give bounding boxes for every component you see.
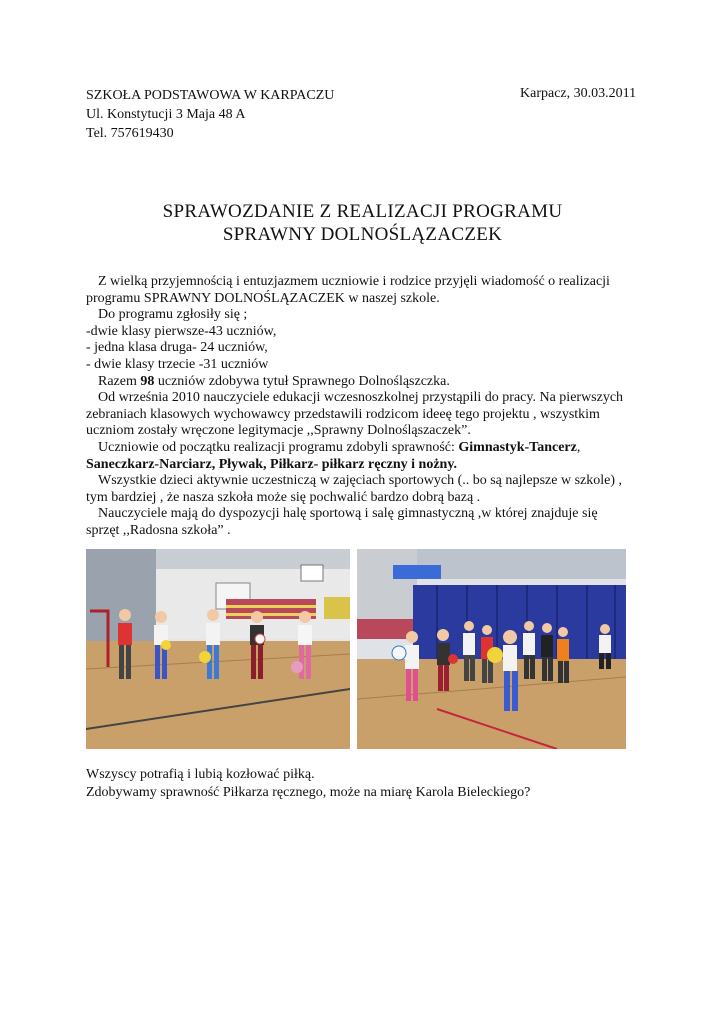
place-date: Karpacz, 30.03.2011 (520, 86, 637, 101)
body-line (86, 440, 646, 457)
total-suffix: uczniów zdobywa tytuł Sprawnego Dolnośląszczka. (154, 373, 450, 389)
photo-blue-curtain-hall (357, 549, 626, 749)
caption-line1: Wszyscy potrafią i lubią kozłować piłką. (86, 767, 315, 782)
badge-names: Saneczkarz-Narciarz, Pływak, Piłkarz- piłkarz ręczny i nożny. (86, 456, 458, 472)
body-line: Z wielką przyjemnością i entuzjazmem uczniowie i rodzice przyjęli wiadomość o realizacji (98, 274, 610, 289)
caption-line2: Zdobywamy sprawność Piłkarza ręcznego, może na miarę Karola Bieleckiego? (86, 785, 531, 800)
school-header (86, 86, 334, 143)
school-address: Ul. Konstytucji 3 Maja 48 A (86, 107, 246, 122)
body-line: sprzęt ,,Radosna szkoła” . (86, 522, 231, 538)
photo-caption (86, 766, 530, 802)
body-line: zebraniach klasowych wychowawcy przedstawili rodzicom ideeę tego projektu , wszystkim (86, 406, 600, 422)
list-item: - jedna klasa druga- 24 uczniów, (86, 340, 268, 356)
body-text-span: , (576, 439, 581, 455)
report-title-line2: SPRAWNY DOLNOŚLĄZACZEK (222, 224, 503, 245)
list-item: - dwie klasy trzecie -31 uczniów (86, 356, 269, 372)
photo-blue-curtain-hall-image (357, 549, 626, 749)
total-count: 98 (140, 373, 155, 389)
list-item: -dwie klasy pierwsze-43 uczniów, (86, 323, 277, 339)
report-title-line1: SPRAWOZDANIE Z REALIZACJI PROGRAMU (162, 201, 563, 222)
total-prefix: Razem (98, 373, 137, 389)
school-phone: Tel. 757619430 (86, 126, 174, 141)
body-line: Nauczyciele mają do dyspozycji halę sportową i salę gimnastyczną ,w której znajduje się (98, 506, 598, 522)
report-body (86, 274, 646, 540)
badge-names: Gimnastyk-Tancerz (458, 439, 577, 455)
body-line: Od września 2010 nauczyciele edukacji wczesnoszkolnej przystąpili do pracy. Na pierwszych (98, 390, 624, 406)
body-text-span: Uczniowie od początku realizacji programu zdobyli sprawność: (98, 439, 459, 455)
school-name: SZKOŁA PODSTAWOWA W KARPACZU (86, 88, 335, 103)
body-line: tym bardziej , że nasza szkoła może się pochwalić bardzo dobrą bazą . (86, 489, 481, 505)
body-line: Wszystkie dzieci aktywnie uczestniczą w zajęciach sportowych (.. bo są najlepsze w szkole) , (98, 473, 623, 489)
photo-gym-hall-image (86, 549, 350, 749)
body-line (86, 457, 646, 474)
body-line: programu SPRAWNY DOLNOŚLĄZACZEK w naszej szkole. (86, 290, 440, 306)
photo-gym-hall (86, 549, 350, 749)
body-line: Do programu zgłosiły się ; (98, 307, 248, 323)
total-line (86, 374, 646, 391)
body-line: uczniom zostały wręczone legitymacje ,,Sprawny Dolnośląszaczek”. (86, 423, 471, 439)
